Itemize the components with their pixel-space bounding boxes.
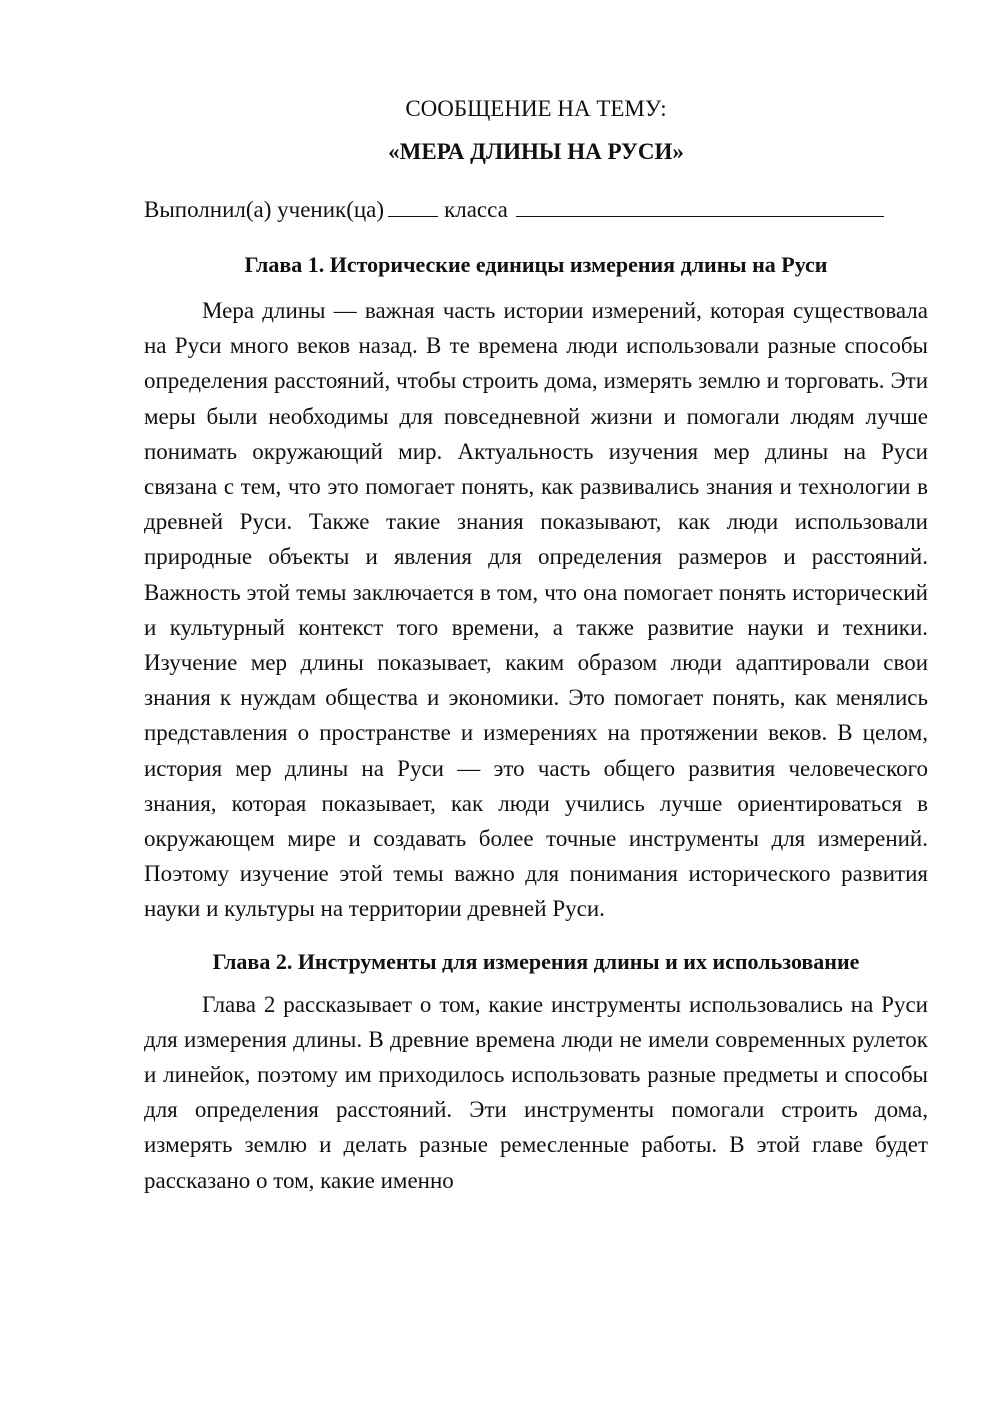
document-body (144, 94, 928, 1198)
class-label: класса (444, 197, 508, 222)
chapter-1-heading: Глава 1. Исторические единицы измерения длины на Руси (244, 252, 828, 277)
document-title-line-1: СООБЩЕНИЕ НА ТЕМУ: (405, 96, 667, 121)
chapter-2-paragraph: Глава 2 рассказывает о том, какие инструменты использовались на Руси для измерения длины. В древние времена люди не имели современных рулеток и линейок, поэтому им приходилось использовать разные предметы и способы для определения расстояний. Эти инструменты помогали строить дома, измерять землю и делать разные ремесленные работы. В этой главе будет рассказано о том, какие именно (144, 991, 928, 1193)
grade-blank (388, 194, 438, 217)
chapter-2-heading: Глава 2. Инструменты для измерения длины и их использование (212, 948, 860, 974)
chapter-1-paragraph: Мера длины — важная часть истории измерений, которая существовала на Руси много веков назад. В те времена люди использовали разные способы определения расстояний, чтобы строить дома, измерять землю и торговать. Эти меры были необходимы для повседневной жизни и помогали людям лучше понимать окружающий мир. Актуальность изучения мер длины на Руси связана с тем, что это помогает понять, как развивались знания и технологии в древней Руси. Также такие знания показывают, как люди использовали природные объекты и явления для определения размеров и расстояний. Важность этой темы заключается в том, что она помогает понять исторический и культурный контекст того времени, а также развитие науки и техники. Изучение мер длины показывает, каким образом люди адаптировали свои знания к нуждам общества и экономики. Это помогает понять, как менялись представления о пространстве и измерениях на протяжении веков. В целом, история мер длины на Руси — это часть общего развития человеческого знания, которая показывает, как люди учились лучше ориентироваться в окружающем мире и создавать более точные инструменты для измерений. Поэтому изучение этой темы важно для понимания исторического развития науки и культуры на территории древней Руси. (144, 298, 928, 922)
name-blank (516, 194, 884, 217)
document-title-line-2: «МЕРА ДЛИНЫ НА РУСИ» (388, 139, 684, 164)
author-line (144, 194, 928, 225)
author-prefix: Выполнил(а) ученик(ца) (144, 197, 385, 222)
